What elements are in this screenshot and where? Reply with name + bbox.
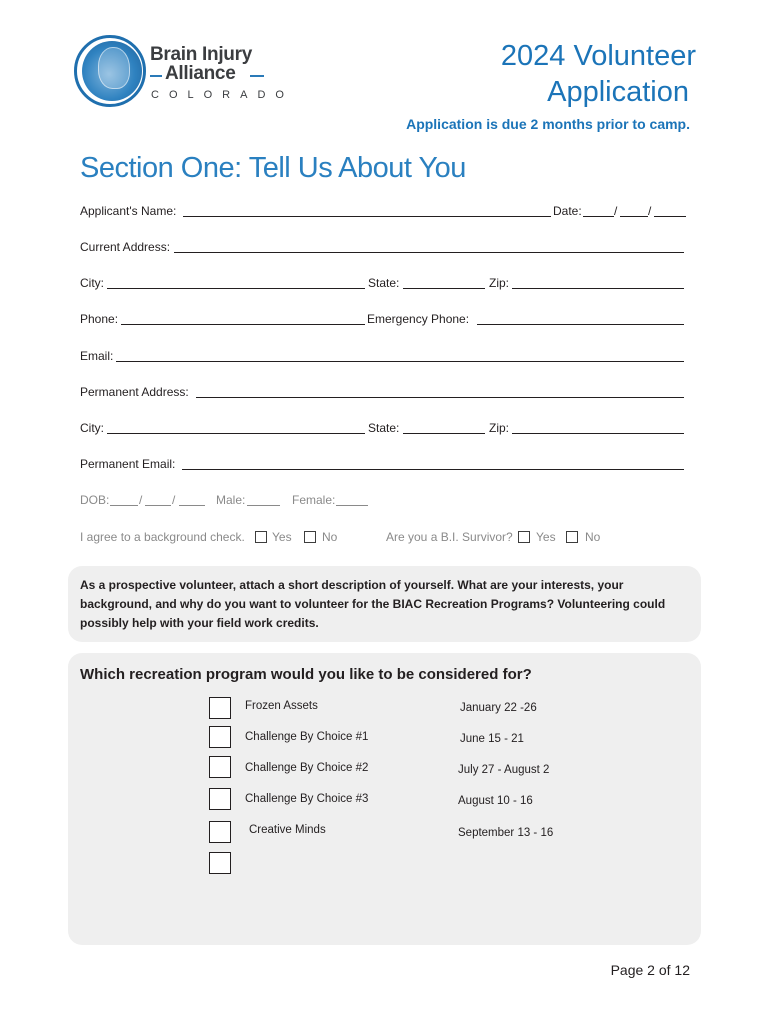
survivor-label: Are you a B.I. Survivor? (386, 530, 513, 544)
date-day-field[interactable] (620, 216, 648, 217)
male-label: Male: (216, 493, 246, 507)
emergency-phone-field[interactable] (477, 324, 684, 325)
due-note: Application is due 2 months prior to camp. (406, 116, 690, 132)
program-dates: August 10 - 16 (458, 795, 533, 807)
permanent-address-field[interactable] (196, 397, 684, 398)
logo-text-line2: Alliance (165, 63, 236, 84)
survivor-no-label: No (585, 530, 601, 544)
permanent-zip-label: Zip: (489, 421, 510, 435)
program-name: Frozen Assets (245, 700, 318, 712)
applicant-name-field[interactable] (183, 216, 551, 217)
dob-label: DOB: (80, 493, 110, 507)
zip-label: Zip: (489, 276, 510, 290)
permanent-state-field[interactable] (403, 433, 485, 434)
program-checkbox-frozen-assets[interactable] (209, 697, 231, 719)
program-checkbox-challenge-2[interactable] (209, 756, 231, 778)
permanent-email-label: Permanent Email: (80, 457, 176, 471)
permanent-email-field[interactable] (182, 469, 684, 470)
program-name: Challenge By Choice #1 (245, 731, 369, 743)
program-dates: January 22 -26 (460, 702, 537, 714)
dob-separator-2: / (172, 493, 176, 507)
phone-field[interactable] (121, 324, 365, 325)
page-number: Page 2 of 12 (610, 962, 690, 978)
date-month-field[interactable] (583, 216, 614, 217)
state-field[interactable] (403, 288, 485, 289)
date-year-field[interactable] (654, 216, 686, 217)
zip-field[interactable] (512, 288, 684, 289)
state-label: State: (368, 276, 400, 290)
phone-label: Phone: (80, 312, 119, 326)
section-title: Section One: Tell Us About You (80, 152, 466, 184)
female-field[interactable] (336, 505, 368, 506)
program-name: Creative Minds (249, 824, 326, 836)
logo-head-icon (98, 47, 130, 89)
background-check-label: I agree to a background check. (80, 530, 245, 544)
program-name: Challenge By Choice #3 (245, 793, 369, 805)
date-separator-1: / (614, 204, 618, 218)
dob-day-field[interactable] (145, 505, 171, 506)
survivor-yes-label: Yes (536, 530, 556, 544)
male-field[interactable] (247, 505, 280, 506)
program-dates: September 13 - 16 (458, 827, 554, 839)
document-title-line1: 2024 Volunteer (500, 40, 696, 72)
document-title-line2: Application (547, 76, 689, 108)
description-prompt: As a prospective volunteer, attach a short description of yourself. What are your interests, your background, and why do you want to volunteer for the BIAC Recreation Programs? Volunteering could possibly help with your field work credits. (80, 578, 666, 630)
applicant-name-label: Applicant's Name: (80, 204, 177, 218)
permanent-city-field[interactable] (107, 433, 365, 434)
permanent-address-label: Permanent Address: (80, 385, 189, 399)
logo-text-line1: Brain Injury (150, 44, 252, 65)
program-panel (68, 653, 701, 945)
email-label: Email: (80, 349, 114, 363)
logo-divider-left (150, 75, 162, 77)
dob-year-field[interactable] (179, 505, 205, 506)
logo-divider-right (250, 75, 264, 77)
emergency-phone-label: Emergency Phone: (367, 312, 470, 326)
logo-text-line3: COLORADO (151, 89, 294, 101)
female-label: Female: (292, 493, 336, 507)
program-checkbox-challenge-1[interactable] (209, 726, 231, 748)
program-question: Which recreation program would you like to be considered for? (80, 666, 532, 683)
background-check-no-label: No (322, 530, 338, 544)
survivor-no-checkbox[interactable] (566, 531, 578, 543)
background-check-no-checkbox[interactable] (304, 531, 316, 543)
permanent-state-label: State: (368, 421, 400, 435)
current-address-label: Current Address: (80, 240, 171, 254)
current-address-field[interactable] (174, 252, 684, 253)
program-dates: July 27 - August 2 (458, 764, 550, 776)
city-field[interactable] (107, 288, 365, 289)
email-field[interactable] (116, 361, 684, 362)
permanent-zip-field[interactable] (512, 433, 684, 434)
dob-month-field[interactable] (110, 505, 138, 506)
program-checkbox-creative-minds[interactable] (209, 821, 231, 843)
background-check-yes-label: Yes (272, 530, 292, 544)
survivor-yes-checkbox[interactable] (518, 531, 530, 543)
permanent-city-label: City: (80, 421, 104, 435)
dob-separator-1: / (139, 493, 143, 507)
date-separator-2: / (648, 204, 652, 218)
date-label: Date: (553, 204, 582, 218)
program-dates: June 15 - 21 (460, 733, 524, 745)
city-label: City: (80, 276, 104, 290)
program-checkbox-challenge-3[interactable] (209, 788, 231, 810)
program-checkbox-other[interactable] (209, 852, 231, 874)
program-name: Challenge By Choice #2 (245, 762, 369, 774)
background-check-yes-checkbox[interactable] (255, 531, 267, 543)
